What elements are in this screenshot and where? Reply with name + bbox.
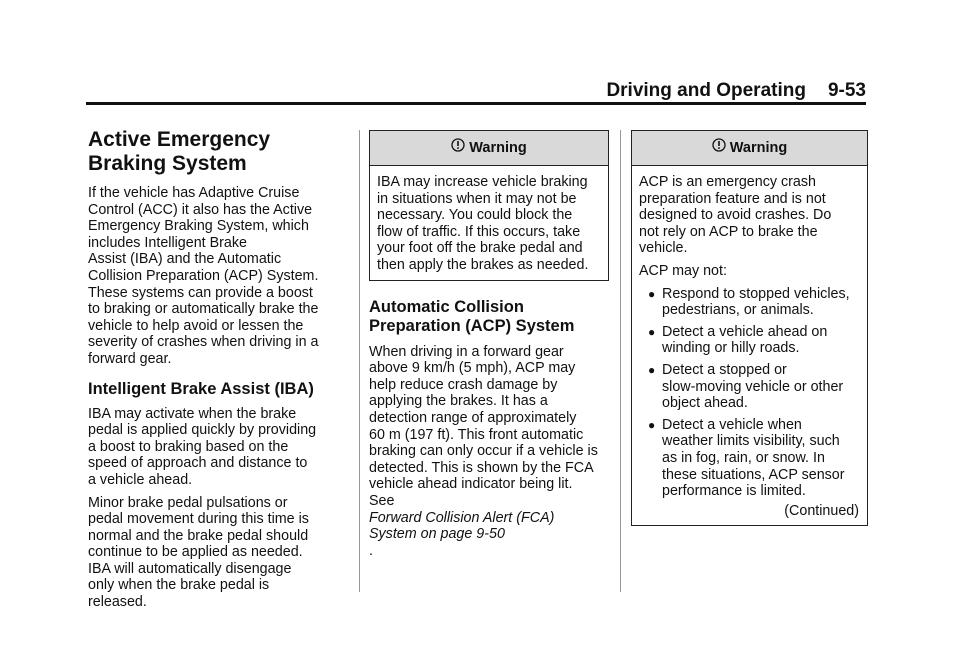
text-line: necessary. You could block the xyxy=(377,207,573,224)
bullet-icon: ● xyxy=(648,417,656,432)
iba-paragraph-2 xyxy=(88,495,350,611)
column-1 xyxy=(88,128,350,611)
acp-may-not-label: ACP may not: xyxy=(639,262,727,279)
text-line: forward gear. xyxy=(88,350,172,367)
heading-line: Preparation (ACP) System xyxy=(369,316,575,335)
column-3 xyxy=(631,128,868,526)
text-line: IBA may increase vehicle braking xyxy=(377,174,588,190)
limitations-list xyxy=(639,286,859,500)
text-line: applying the brakes. It has a xyxy=(369,393,548,410)
text-line: vehicle to help avoid or lessen the xyxy=(88,317,304,334)
text-line: vehicle. xyxy=(639,240,688,257)
text-line: pedestrians, or animals. xyxy=(662,302,814,319)
column-divider xyxy=(359,130,360,592)
text-line: IBA will automatically disengage xyxy=(88,560,292,577)
warning-title: Warning xyxy=(469,139,527,156)
text-line: IBA may activate when the brake xyxy=(88,405,297,422)
see-reference-line xyxy=(369,493,609,526)
text-line: Detect a vehicle ahead on xyxy=(662,323,828,340)
text-line: slow-moving vehicle or other xyxy=(662,378,844,395)
bullet-icon: ● xyxy=(648,324,656,339)
iba-paragraph-1 xyxy=(88,406,350,489)
section-title: Driving and Operating xyxy=(606,80,806,101)
text-line: Detect a stopped or xyxy=(662,361,787,378)
list-item xyxy=(639,286,859,319)
text-line: Detect a vehicle when xyxy=(662,416,802,433)
text-line: speed of approach and distance to xyxy=(88,455,308,472)
heading-line: Braking System xyxy=(88,152,247,175)
see-reference-line xyxy=(369,526,609,559)
warning-header xyxy=(632,131,867,166)
text-line: a boost to braking based on the xyxy=(88,438,289,455)
text-line: detected. This is shown by the FCA xyxy=(369,459,594,476)
warning-icon xyxy=(712,138,726,152)
see-prefix: See xyxy=(369,492,395,509)
text-line: to braking or automatically brake the xyxy=(88,301,319,318)
header-text xyxy=(606,80,866,102)
text-line: Collision Preparation (ACP) System. xyxy=(88,267,319,284)
warning-body xyxy=(632,166,867,525)
text-line: as in fog, rain, or snow. In xyxy=(662,449,825,466)
text-line: your foot off the brake pedal and xyxy=(377,240,583,257)
bullet-icon: ● xyxy=(648,362,656,377)
intro-paragraph xyxy=(88,185,350,368)
heading-line: Automatic Collision xyxy=(369,297,524,316)
text-line: preparation feature and is not xyxy=(639,190,826,207)
warning-box xyxy=(631,130,868,526)
column-2 xyxy=(369,128,609,559)
text-line: braking can only occur if a vehicle is xyxy=(369,443,598,460)
warning-title: Warning xyxy=(729,139,788,156)
text-line: weather limits visibility, such xyxy=(662,433,840,450)
text-line: help reduce crash damage by xyxy=(369,376,558,393)
text-line: Minor brake pedal pulsations or xyxy=(88,494,288,511)
warning-icon xyxy=(451,138,465,152)
subsection-heading-acp xyxy=(369,298,609,336)
heading-line: Active Emergency xyxy=(88,128,271,151)
see-suffix: . xyxy=(369,542,373,559)
text-line: a vehicle ahead. xyxy=(88,471,193,488)
bullet-icon: ● xyxy=(648,286,656,301)
header-rule xyxy=(86,102,866,105)
warning-header xyxy=(370,131,608,166)
text-line: winding or hilly roads. xyxy=(662,340,800,357)
subsection-heading-iba: Intelligent Brake Assist (IBA) xyxy=(88,379,314,398)
text-line: Emergency Braking System, which xyxy=(88,218,309,235)
text-line: 60 m (197 ft). This front automatic xyxy=(369,426,584,443)
text-line: normal and the brake pedal should xyxy=(88,527,309,544)
acp-paragraph xyxy=(369,344,609,560)
text-line: performance is limited. xyxy=(662,483,806,500)
text-line: detection range of approximately xyxy=(369,409,577,426)
text-line: Control (ACC) it also has the Active xyxy=(88,201,313,218)
continued-label: (Continued) xyxy=(784,502,859,519)
list-item xyxy=(639,417,859,500)
text-line: Assist (IBA) and the Automatic xyxy=(88,251,282,268)
text-line: object ahead. xyxy=(662,395,748,412)
page-number: 9-53 xyxy=(827,80,866,101)
text-line: ACP is an emergency crash xyxy=(639,174,816,190)
text-line: When driving in a forward gear xyxy=(369,343,564,360)
text-line: severity of crashes when driving in a xyxy=(88,334,319,351)
text-line: only when the brake pedal is xyxy=(88,577,270,594)
text-line: in situations when it may not be xyxy=(377,190,577,207)
text-line: These systems can provide a boost xyxy=(88,284,313,301)
text-line: then apply the brakes as needed. xyxy=(377,256,589,273)
text-line: pedal movement during this time is xyxy=(88,511,309,528)
column-divider xyxy=(620,130,621,592)
page-header xyxy=(86,78,866,104)
cross-reference[interactable]: Forward Collision Alert (FCA) xyxy=(369,509,555,526)
warning-box xyxy=(369,130,609,281)
text-line: If the vehicle has Adaptive Cruise xyxy=(88,185,300,201)
text-line: released. xyxy=(88,594,147,611)
list-item xyxy=(639,362,859,412)
text-line: above 9 km/h (5 mph), ACP may xyxy=(369,360,576,377)
warning-body xyxy=(370,166,608,280)
text-line: flow of traffic. If this occurs, take xyxy=(377,223,581,240)
section-heading xyxy=(88,128,350,176)
text-line: not rely on ACP to brake the xyxy=(639,223,818,240)
text-line: designed to avoid crashes. Do xyxy=(639,207,832,224)
cross-reference-page[interactable]: System on page 9-50 xyxy=(369,526,505,543)
text-line: these situations, ACP sensor xyxy=(662,466,845,483)
warning-paragraph xyxy=(639,174,859,257)
text-line: Respond to stopped vehicles, xyxy=(662,285,850,302)
text-line: continue to be applied as needed. xyxy=(88,544,303,561)
text-line: pedal is applied quickly by providing xyxy=(88,422,317,439)
list-item xyxy=(639,324,859,357)
text-line: vehicle ahead indicator being lit. xyxy=(369,476,573,493)
text-line: includes Intelligent Brake xyxy=(88,234,247,251)
